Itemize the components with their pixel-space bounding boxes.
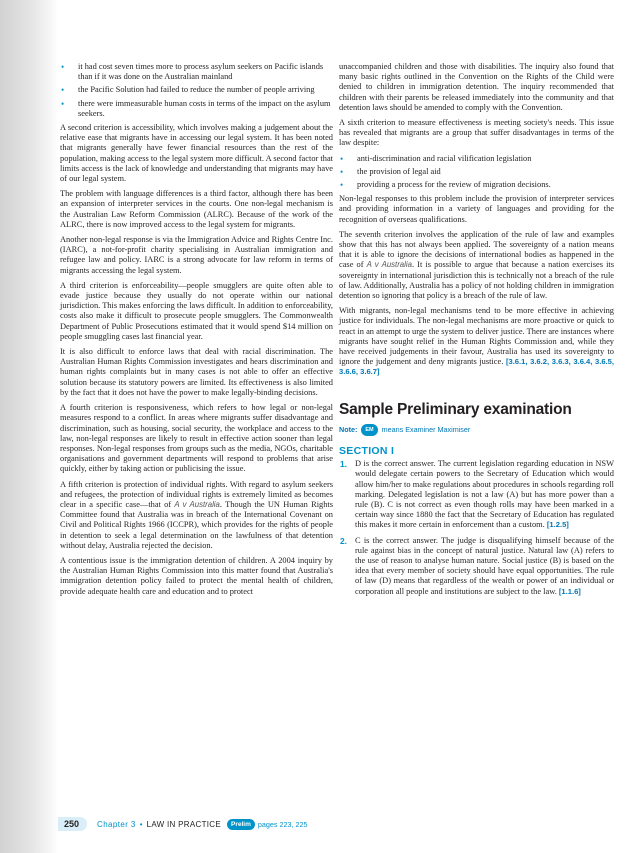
chapter-label: Chapter 3 bbox=[97, 819, 136, 829]
list-item bbox=[60, 85, 333, 95]
bullet-icon: • bbox=[61, 62, 65, 72]
list-item-text: the provision of legal aid bbox=[357, 166, 441, 176]
list-item-text: there were immeasurable human costs in terms of the impact on the asylum seekers. bbox=[78, 98, 331, 118]
paragraph-individual-rights: A fifth criterion is protection of individual rights. With regard to asylum seekers and refugees, the protection of individual rights is extremely limited as becomes clear in a specific case—that of A v Australia. Though the UN Human Rights Committee found that Australia was in breach of the International Covenant on Civil and Political Rights 1966 (ICCPR), which provides for the rights of people in detention to seek a legal determination on the lawfulness of that detention without delay, Australia rejected the decision. bbox=[60, 479, 333, 550]
separator-bullet: • bbox=[139, 819, 143, 829]
answer-number: 1. bbox=[340, 459, 347, 470]
list-item bbox=[339, 167, 614, 177]
note-label: Note: bbox=[339, 424, 358, 434]
answer-item bbox=[339, 536, 614, 597]
paragraph-migrants-nonlegal: With migrants, non-legal mechanisms tend to be more effective in achieving justice for individuals. The non-legal mechanisms are more proactive or quick to react in an attempt to urge the system to deliver justice. There are instances where migrants have sought relief in the Human Rights Commission and, while they have received judgements in their favour, Australia has used its sovereignty to ignore the judgement and deny migrants justice. [3.6.1, 3.6.2, 3.6.3, 3.6.4, 3.6.5, 3.6.6, 3.6.7] bbox=[339, 306, 614, 377]
paragraph-unaccompanied-children: unaccompanied children and those with disabilities. The inquiry also found that many basic rights outlined in the Convention on the Rights of the Child were denied to children in immigration detention. The inquiry recommended that children with their parents be released immediately into the community and that detention laws should be amended to comply with the Convention. bbox=[339, 62, 614, 112]
bullet-list-despite bbox=[339, 154, 614, 191]
paragraph-nonlegal-responses: Non-legal responses to this problem include the provision of interpreter services and providing information in a variety of languages and providing for the recognition of overseas qualifications. bbox=[339, 194, 614, 224]
bullet-icon: • bbox=[340, 166, 344, 177]
page-number: 250 bbox=[58, 817, 87, 831]
paragraph-societys-needs: A sixth criterion to measure effectiveness is meeting society's needs. This issue has revealed that migrants are a group that suffer disadvantages in terms of the law despite: bbox=[339, 118, 614, 148]
paragraph-iarc: Another non-legal response is via the Immigration Advice and Rights Centre Inc. (IARC), a not-for-profit charity specialising in Australian immigration and refugee law and policy. IARC is a strong advocate for law reform in terms of migrants accessing the legal system. bbox=[60, 235, 333, 275]
cross-reference-link[interactable]: [1.1.6] bbox=[558, 586, 581, 596]
paragraph-racial-discrimination: It is also difficult to enforce laws that deal with racial discrimination. The Australian Human Rights Commission investigates and hears discrimination and human rights complaints but in many cases is not able to offer an effective solution because its statutory powers are limited. Its effectiveness is also limited by the fact that it does not have the power to make legally-binding decisions. bbox=[60, 347, 333, 397]
paragraph-accessibility: A second criterion is accessibility, which involves making a judgement about the relative ease that migrants have in accessing our legal system. It has been noted that migrants generally have fewer financial resources than the rest of the population, making access to the legal system more difficult. A second factor that limits access is the lack of knowledge and understanding that migrants may have of our legal system. bbox=[60, 123, 333, 184]
list-item bbox=[60, 62, 333, 82]
right-column bbox=[339, 62, 614, 602]
list-item-text: the Pacific Solution had failed to reduce the number of people arriving bbox=[78, 85, 315, 95]
bullet-icon: • bbox=[340, 180, 344, 191]
list-item-text: anti-discrimination and racial vilification legislation bbox=[357, 153, 532, 163]
prelim-pages-link[interactable]: pages 223, 225 bbox=[257, 819, 308, 829]
prelim-badge: Prelim bbox=[227, 819, 255, 830]
page-footer bbox=[58, 815, 307, 833]
bullet-icon: • bbox=[61, 85, 65, 96]
cross-reference-link[interactable]: [1.2.5] bbox=[546, 520, 569, 530]
chapter-title: LAW IN PRACTICE bbox=[146, 819, 222, 829]
paragraph-language: The problem with language differences is a third factor, although there has been an expansion of interpreter services in the courts. One non-legal mechanism is the Australian Law Reform Commission (ALRC). Because of the work of the ALRC, there is now improved access to the legal system for migrants. bbox=[60, 189, 333, 229]
paragraph-enforceability: A third criterion is enforceability—people smugglers are quite often able to evade justice because they usually do not operate within our national jurisdiction. This makes enforcing the laws difficult. In addition to enforceability, costs also make it difficult to prosecute people smugglers. The Commonwealth Department of Public Prosecutions estimated that it would spend $14 million on people smuggling cases last financial year. bbox=[60, 280, 333, 341]
list-item-text: providing a process for the review of migration decisions. bbox=[357, 180, 551, 190]
cross-reference-link[interactable]: [3.6.1, 3.6.2, 3.6.3, 3.6.4, 3.6.5, 3.6.6, 3.6.7] bbox=[339, 357, 614, 377]
bullet-icon: • bbox=[61, 98, 65, 109]
bullet-list-pacific bbox=[60, 62, 333, 119]
note-text: means Examiner Maximiser bbox=[381, 424, 471, 434]
sample-exam-heading: Sample Preliminary examination bbox=[339, 400, 572, 418]
answer-text: D is the correct answer. The current legislation regarding education in NSW would delegate certain powers to the Secretary of Education which would allow him/her to make regulations about procedures in schools regarding roll marking. Delegated legislation is not a law (A) but has more power than a rule (B). C is not correct as even though rolls may have been marked in a certain way since 1880 the fact that the Secretary of Education has regulated this makes it more certain in enforcement than a custom. bbox=[355, 459, 614, 530]
case-name: A v Australia bbox=[174, 499, 220, 509]
list-item bbox=[339, 154, 614, 164]
answer-text: C is the correct answer. The judge is disqualifying himself because of the rule against bias in the concept of natural justice. Natural law (A) refers to the use of reason to analyse human nature. Social justice (B) is based on the idea that every member of society should have equal opportunities. The rule of law (D) means that regardless of the wealth or power of an individual or corporation all people and institutions are subject to the law. bbox=[355, 535, 614, 596]
list-item bbox=[339, 180, 614, 190]
paragraph-rule-of-law: The seventh criterion involves the application of the rule of law and examples show that this has not always been applied. The sovereignty of a nation means that it is able to ignore the decisions of international bodies as happened in the case of A v Australia. It is possible to argue that because a nation exercises its sovereignty in international jurisdiction this is technically not a breach of the rule of law. Additionally, Australia has a policy of not holding children in immigration detention so ignoring that policy is a breach of the rule of law. bbox=[339, 229, 615, 301]
case-name: A v Australia bbox=[366, 260, 412, 270]
bullet-icon: • bbox=[340, 153, 344, 164]
examiner-maximiser-badge: EM bbox=[361, 424, 377, 436]
paragraph-responsiveness: A fourth criterion is responsiveness, which refers to how legal or non-legal measures respond to a conflict. In areas where migrants suffer disadvantage and discrimination, such as housing, social security, the workplace and access to the law, non-legal responses are likely to result in effective action sooner than legal responses. Non-legal responses from groups such as the media, NGOs, charitable organisations and government departments will respond to problems that arise quickly, either by taking action or publicising the issue. bbox=[60, 403, 333, 474]
list-item bbox=[60, 99, 333, 119]
section-heading: SECTION I bbox=[339, 444, 395, 457]
paragraph-detention-children: A contentious issue is the immigration detention of children. A 2004 inquiry by the Australian Human Rights Commission into this matter found that Australia's immigration detention policy failed to protect the mental health of children, provide adequate health care and education and to protect bbox=[60, 555, 333, 596]
note-line bbox=[339, 424, 614, 436]
answer-item bbox=[339, 459, 614, 530]
book-spine-shadow bbox=[0, 0, 58, 853]
answer-list bbox=[339, 459, 614, 597]
left-column bbox=[60, 62, 333, 602]
list-item-text: it had cost seven times more to process asylum seekers on Pacific islands than if it was done on the Australian mainland bbox=[78, 62, 324, 82]
answer-number: 2. bbox=[340, 535, 347, 546]
